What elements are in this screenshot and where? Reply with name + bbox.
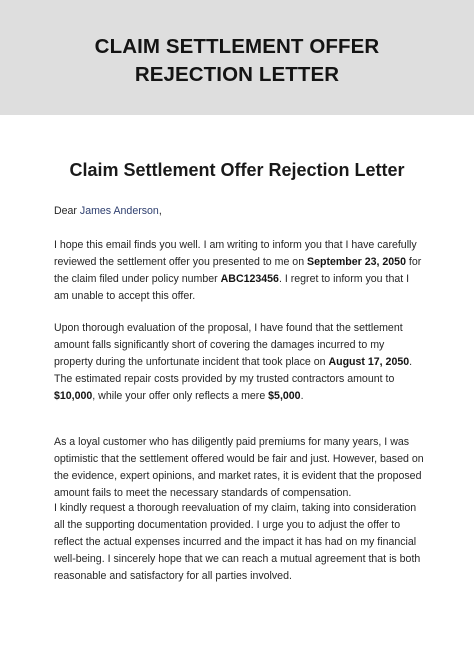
header-title-line1: CLAIM SETTLEMENT OFFER [94,35,380,58]
salutation [54,203,426,220]
recipient-name: James Anderson [79,205,159,217]
paragraph-1-text-c: . I regret to inform you that I am unable to accept this offer. [54,273,410,302]
document-title: Claim Settlement Offer Rejection Letter [69,160,405,180]
policy-number: ABC123456 [220,273,279,285]
header-banner [0,0,474,115]
paragraph-2-text-d: . [300,390,304,402]
salutation-prefix: Dear [54,205,80,217]
paragraph-2-text-a: Upon thorough evaluation of the proposal, I have found that the settlement amount falls significantly short of covering the damages incurred to my property during the unfortunate incident that took place on [54,322,403,368]
paragraph-1 [54,237,426,305]
offer-amount: $5,000 [268,390,301,402]
paragraph-2 [54,320,426,405]
paragraph-1-text-b: for the claim filed under policy number [54,256,422,285]
paragraph-4: I kindly request a thorough reevaluation of my claim, taking into consideration all the supporting documentation provided. I urge you to adjust the offer to reflect the actual expenses incurred and the impact it has had on my financial well-being. I sincerely hope that we can reach a mutual agreement that is both reasonable and satisfactory for all parties involved. [54,502,421,582]
incident-date: August 17, 2050 [328,356,410,368]
repair-estimate: $10,000 [54,390,93,402]
offer-date: September 23, 2050 [307,256,406,268]
header-title-line2: REJECTION LETTER [134,63,340,86]
paragraph-2-text-c: , while your offer only reflects a mere [92,390,269,402]
salutation-suffix: , [158,205,162,217]
paragraph-2-text-b: . The estimated repair costs provided by my trusted contractors amount to [54,356,413,385]
header-title [0,33,474,89]
paragraph-1-text-a: I hope this email finds you well. I am writing to inform you that I have carefully reviewed the settlement offer you presented to me on [54,239,417,268]
paragraph-3: As a loyal customer who has diligently paid premiums for many years, I was optimistic that the settlement offered would be fair and just. However, based on the evidence, expert opinions, and market rates, it is evident that the proposed amount fails to meet the necessary standards of compensation. [54,436,424,499]
